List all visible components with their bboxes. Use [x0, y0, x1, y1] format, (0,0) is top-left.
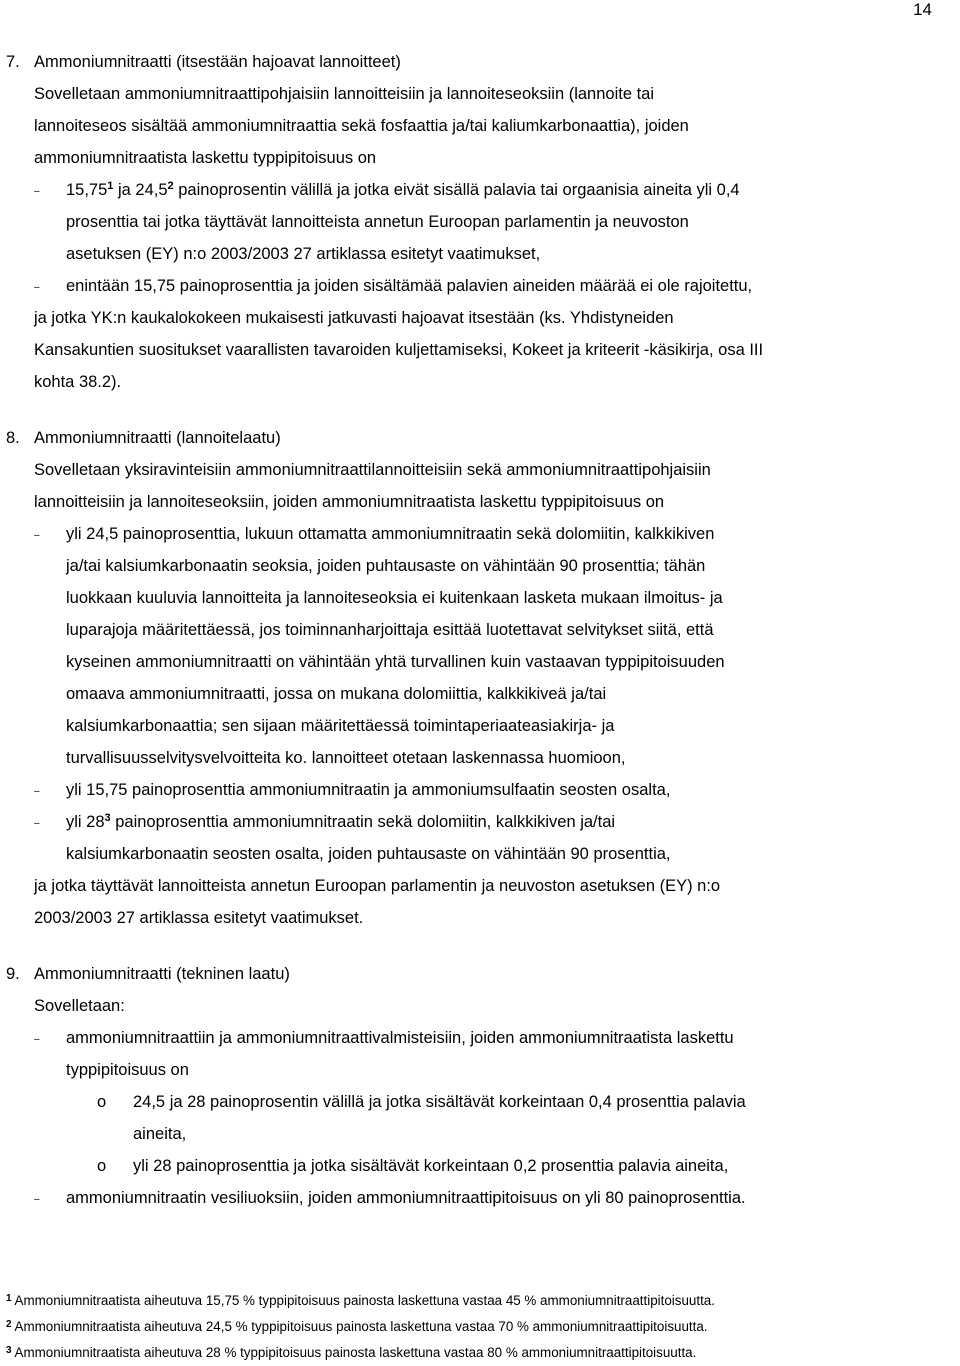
- bullet-dash: –: [34, 186, 40, 197]
- footnote-text: Ammoniumnitraatista aiheutuva 24,5 % typpipitoisuus painosta laskettuna vastaa 70 % ammoniumnitraattipitoisuutta.: [11, 1319, 708, 1334]
- bullet-dash: –: [34, 282, 40, 293]
- section-8-bullet-line: luokkaan kuuluvia lannoitteita ja lannoiteseoksia ei kuitenkaan lasketa mukaan ilmoitus- ja: [66, 589, 723, 607]
- section-7-closing-line: Kansakuntien suositukset vaarallisten tavaroiden kuljettamiseksi, Kokeet ja kriteerit -käsikirja, osa III: [34, 341, 764, 359]
- section-9-number: 9.: [6, 965, 20, 983]
- section-7-closing-line: kohta 38.2).: [34, 373, 122, 391]
- bullet-dash: –: [34, 1034, 40, 1045]
- footnote-mark: 3: [6, 1345, 12, 1356]
- footnote-mark: 2: [6, 1319, 12, 1330]
- section-7-intro-line: ammoniumnitraatista laskettu typpipitoisuus on: [34, 149, 377, 167]
- footnote-mark: 1: [6, 1293, 12, 1304]
- footnote-3: [6, 1344, 696, 1362]
- section-8-bullet-line: yli 24,5 painoprosenttia, lukuun ottamatta ammoniumnitraatin sekä dolomiitin, kalkkikiven: [66, 525, 715, 543]
- section-8-bullet-line: kalsiumkarbonaattia; sen sijaan määritettäessä toimintaperiaateasiakirja- ja: [66, 717, 615, 735]
- section-8-intro-line: Sovelletaan yksiravinteisiin ammoniumnitraattilannoitteisiin sekä ammoniumnitraattipohjaisiin: [34, 461, 711, 479]
- section-8-closing-line: 2003/2003 27 artiklassa esitetyt vaatimukset.: [34, 909, 364, 927]
- section-9-intro-line: Sovelletaan:: [34, 997, 125, 1015]
- footnote-text: Ammoniumnitraatista aiheutuva 28 % typpipitoisuus painosta laskettuna vastaa 80 % ammoniumnitraattipitoisuutta.: [11, 1345, 697, 1360]
- section-9-bullet-line: ammoniumnitraatin vesiliuoksiin, joiden ammoniumnitraattipitoisuus on yli 80 painoprosenttia.: [66, 1189, 746, 1207]
- section-9-title: Ammoniumnitraatti (tekninen laatu): [34, 965, 290, 983]
- bullet-dash: –: [34, 1194, 40, 1205]
- section-9-sub-bullet-line: 24,5 ja 28 painoprosentin välillä ja jotka sisältävät korkeintaan 0,4 prosenttia palavia: [133, 1093, 746, 1111]
- section-7-bullet-line: enintään 15,75 painoprosenttia ja joiden sisältämää palavien aineiden määrää ei ole rajoitettu,: [66, 277, 753, 295]
- section-9-bullet-line: typpipitoisuus on: [66, 1061, 189, 1079]
- section-8-bullet-line: yli 15,75 painoprosenttia ammoniumnitraatin ja ammoniumsulfaatin seosten osalta,: [66, 781, 671, 799]
- page-number: 14: [913, 0, 932, 19]
- section-8-number: 8.: [6, 429, 20, 447]
- section-8-bullet-line: yli $28^3$ painoprosenttia ammoniumnitraatin sekä dolomiitin, kalkkikiven ja/tai: [66, 812, 616, 831]
- section-7-title: Ammoniumnitraatti (itsestään hajoavat lannoitteet): [34, 53, 401, 71]
- section-9-sub-bullet-line: yli 28 painoprosenttia ja jotka sisältävät korkeintaan 0,2 prosenttia palavia aineita,: [133, 1157, 729, 1175]
- section-8-bullet-line: turvallisuusselvitysvelvoitteita ko. lannoitteet otetaan laskennassa huomioon,: [66, 749, 626, 767]
- section-7-bullet-line: asetuksen (EY) n:o 2003/2003 27 artiklassa esitetyt vaatimukset,: [66, 245, 541, 263]
- footnote-ref-1: 1: [107, 180, 114, 192]
- section-8-bullet-line: ja/tai kalsiumkarbonaatin seoksia, joiden puhtausaste on vähintään 90 prosenttia; tähän: [66, 557, 706, 575]
- section-7-intro-line: lannoiteseos sisältää ammoniumnitraattia sekä fosfaattia ja/tai kaliumkarbonaattia), joiden: [34, 117, 689, 135]
- section-8-closing-line: ja jotka täyttävät lannoitteista annetun Euroopan parlamentin ja neuvoston asetuksen (EY) n:o: [34, 877, 721, 895]
- section-8-title: Ammoniumnitraatti (lannoitelaatu): [34, 429, 281, 447]
- bullet-dash: –: [34, 818, 40, 829]
- footnote-ref-3: 3: [104, 812, 111, 824]
- section-8-bullet-line: kalsiumkarbonaatin seosten osalta, joiden puhtausaste on vähintään 90 prosenttia,: [66, 845, 671, 863]
- sub-bullet-marker: o: [97, 1157, 107, 1175]
- section-7-bullet-line: 15,75$^1$ ja 24,5$^2$ painoprosentin välillä ja jotka eivät sisällä palavia tai orgaanisia aineita yli 0,4: [66, 180, 740, 199]
- section-8-intro-line: lannoitteisiin ja lannoiteseoksiin, joiden ammoniumnitraatista laskettu typpipitoisuus on: [34, 493, 665, 511]
- footnote-ref-2: 2: [167, 180, 174, 192]
- section-8-bullet-line: kyseinen ammoniumnitraatti on vähintään yhtä turvallinen kuin vastaavan typpipitoisuuden: [66, 653, 725, 671]
- section-7-number: 7.: [6, 53, 20, 71]
- section-7-closing-line: ja jotka YK:n kaukalokokeen mukaisesti jatkuvasti hajoavat itsestään (ks. Yhdistyneiden: [34, 309, 674, 327]
- section-7-intro-line: Sovelletaan ammoniumnitraattipohjaisiin lannoitteisiin ja lannoiteseoksiin (lannoite tai: [34, 85, 655, 103]
- bullet-dash: –: [34, 530, 40, 541]
- section-8-bullet-line: omaava ammoniumnitraatti, jossa on mukana dolomiittia, kalkkikiveä ja/tai: [66, 685, 607, 703]
- bullet-dash: –: [34, 786, 40, 797]
- section-7-bullet-line: prosenttia tai jotka täyttävät lannoitteista annetun Euroopan parlamentin ja neuvoston: [66, 213, 689, 231]
- footnote-1: [6, 1292, 715, 1310]
- section-9-sub-bullet-line: aineita,: [133, 1125, 187, 1143]
- sub-bullet-marker: o: [97, 1093, 107, 1111]
- section-8-bullet-line: luparajoja määritettäessä, jos toiminnanharjoittaja esittää luotettavat selvitykset siitä, että: [66, 621, 714, 639]
- footnote-text: Ammoniumnitraatista aiheutuva 15,75 % typpipitoisuus painosta laskettuna vastaa 45 % ammoniumnitraattipitoisuutta.: [11, 1293, 715, 1308]
- section-9-bullet-line: ammoniumnitraattiin ja ammoniumnitraattivalmisteisiin, joiden ammoniumnitraatista laskettu: [66, 1029, 734, 1047]
- footnote-2: [6, 1318, 708, 1336]
